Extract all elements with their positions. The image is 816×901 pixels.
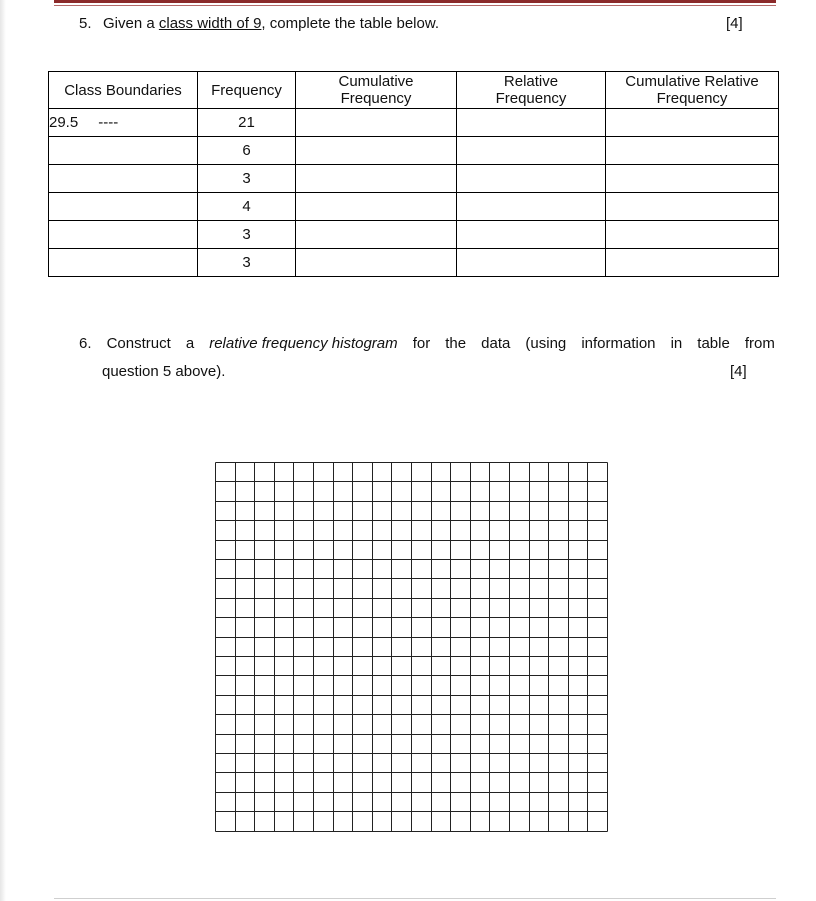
question-6-number: 6. bbox=[79, 335, 92, 352]
q6-word: the bbox=[445, 335, 467, 352]
cumulative-cell[interactable] bbox=[296, 221, 457, 249]
q6-word: Construct bbox=[106, 335, 171, 352]
cumulative-relative-cell[interactable] bbox=[606, 109, 779, 137]
frequency-cell: 6 bbox=[198, 137, 296, 165]
cumulative-relative-cell[interactable] bbox=[606, 221, 779, 249]
boundary-dash: ---- bbox=[98, 114, 119, 131]
header-frequency: Frequency bbox=[198, 72, 296, 109]
q6-italic-phrase: relative frequency histogram bbox=[209, 335, 398, 352]
question-6-line1 bbox=[79, 330, 775, 358]
table-row bbox=[49, 109, 779, 137]
cumulative-cell[interactable] bbox=[296, 109, 457, 137]
question-5-marks: [4] bbox=[726, 15, 743, 32]
q6-word: (using bbox=[525, 335, 567, 352]
boundary-cell[interactable] bbox=[49, 221, 198, 249]
header-relative-frequency bbox=[457, 72, 606, 109]
cumulative-relative-cell[interactable] bbox=[606, 193, 779, 221]
boundary-cell[interactable] bbox=[49, 193, 198, 221]
question-5-underlined: class width of 9 bbox=[158, 15, 262, 32]
header-cumulative-relative-frequency bbox=[606, 72, 779, 109]
page-edge-shadow bbox=[0, 0, 6, 901]
relative-cell[interactable] bbox=[457, 137, 606, 165]
q6-word: information bbox=[581, 335, 656, 352]
q6-word: table bbox=[697, 335, 730, 352]
table-row bbox=[49, 221, 779, 249]
relative-cell[interactable] bbox=[457, 249, 606, 277]
q6-word: in bbox=[670, 335, 683, 352]
question-6-marks: [4] bbox=[730, 363, 747, 380]
frequency-cell: 3 bbox=[198, 165, 296, 193]
header-relative-line2: Frequency bbox=[495, 90, 567, 107]
question-5-text-before: Given a bbox=[103, 15, 159, 32]
question-5 bbox=[79, 15, 439, 32]
relative-cell[interactable] bbox=[457, 165, 606, 193]
header-cumulative-line1: Cumulative bbox=[338, 73, 414, 90]
histogram-grid[interactable] bbox=[215, 462, 611, 834]
table-header-row bbox=[49, 72, 779, 109]
table-row bbox=[49, 165, 779, 193]
boundary-cell[interactable] bbox=[49, 165, 198, 193]
frequency-cell: 3 bbox=[198, 221, 296, 249]
question-6 bbox=[79, 330, 775, 386]
header-cum-rel-line2: Frequency bbox=[656, 90, 728, 107]
cumulative-cell[interactable] bbox=[296, 165, 457, 193]
boundary-cell[interactable] bbox=[49, 109, 198, 137]
frequency-cell: 4 bbox=[198, 193, 296, 221]
q6-word: for bbox=[412, 335, 431, 352]
header-class-boundaries: Class Boundaries bbox=[49, 72, 198, 109]
cumulative-cell[interactable] bbox=[296, 249, 457, 277]
frequency-cell: 21 bbox=[198, 109, 296, 137]
table-row bbox=[49, 249, 779, 277]
question-5-number: 5. bbox=[79, 15, 92, 32]
header-cumulative-line2: Frequency bbox=[340, 90, 412, 107]
table-row bbox=[49, 193, 779, 221]
q6-word: a bbox=[185, 335, 195, 352]
header-cum-rel-line1: Cumulative Relative bbox=[625, 73, 759, 90]
boundary-lower: 29.5 bbox=[49, 114, 79, 131]
cumulative-relative-cell[interactable] bbox=[606, 249, 779, 277]
table-row bbox=[49, 137, 779, 165]
question-5-text-after: , complete the table below. bbox=[261, 15, 440, 32]
frequency-cell: 3 bbox=[198, 249, 296, 277]
relative-cell[interactable] bbox=[457, 193, 606, 221]
footer-rule bbox=[54, 898, 776, 899]
boundary-cell[interactable] bbox=[49, 137, 198, 165]
relative-cell[interactable] bbox=[457, 221, 606, 249]
cumulative-cell[interactable] bbox=[296, 137, 457, 165]
cumulative-relative-cell[interactable] bbox=[606, 137, 779, 165]
q6-word: data bbox=[481, 335, 511, 352]
relative-cell[interactable] bbox=[457, 109, 606, 137]
header-cumulative-frequency bbox=[296, 72, 457, 109]
header-rule bbox=[54, 0, 776, 3]
header-rule-thin bbox=[54, 5, 776, 6]
cumulative-cell[interactable] bbox=[296, 193, 457, 221]
header-relative-line1: Relative bbox=[503, 73, 559, 90]
question-6-line2: question 5 above). bbox=[102, 363, 226, 380]
grid-lines bbox=[216, 463, 608, 832]
boundary-cell[interactable] bbox=[49, 249, 198, 277]
frequency-table bbox=[48, 71, 779, 277]
q6-word: from bbox=[744, 335, 775, 352]
cumulative-relative-cell[interactable] bbox=[606, 165, 779, 193]
